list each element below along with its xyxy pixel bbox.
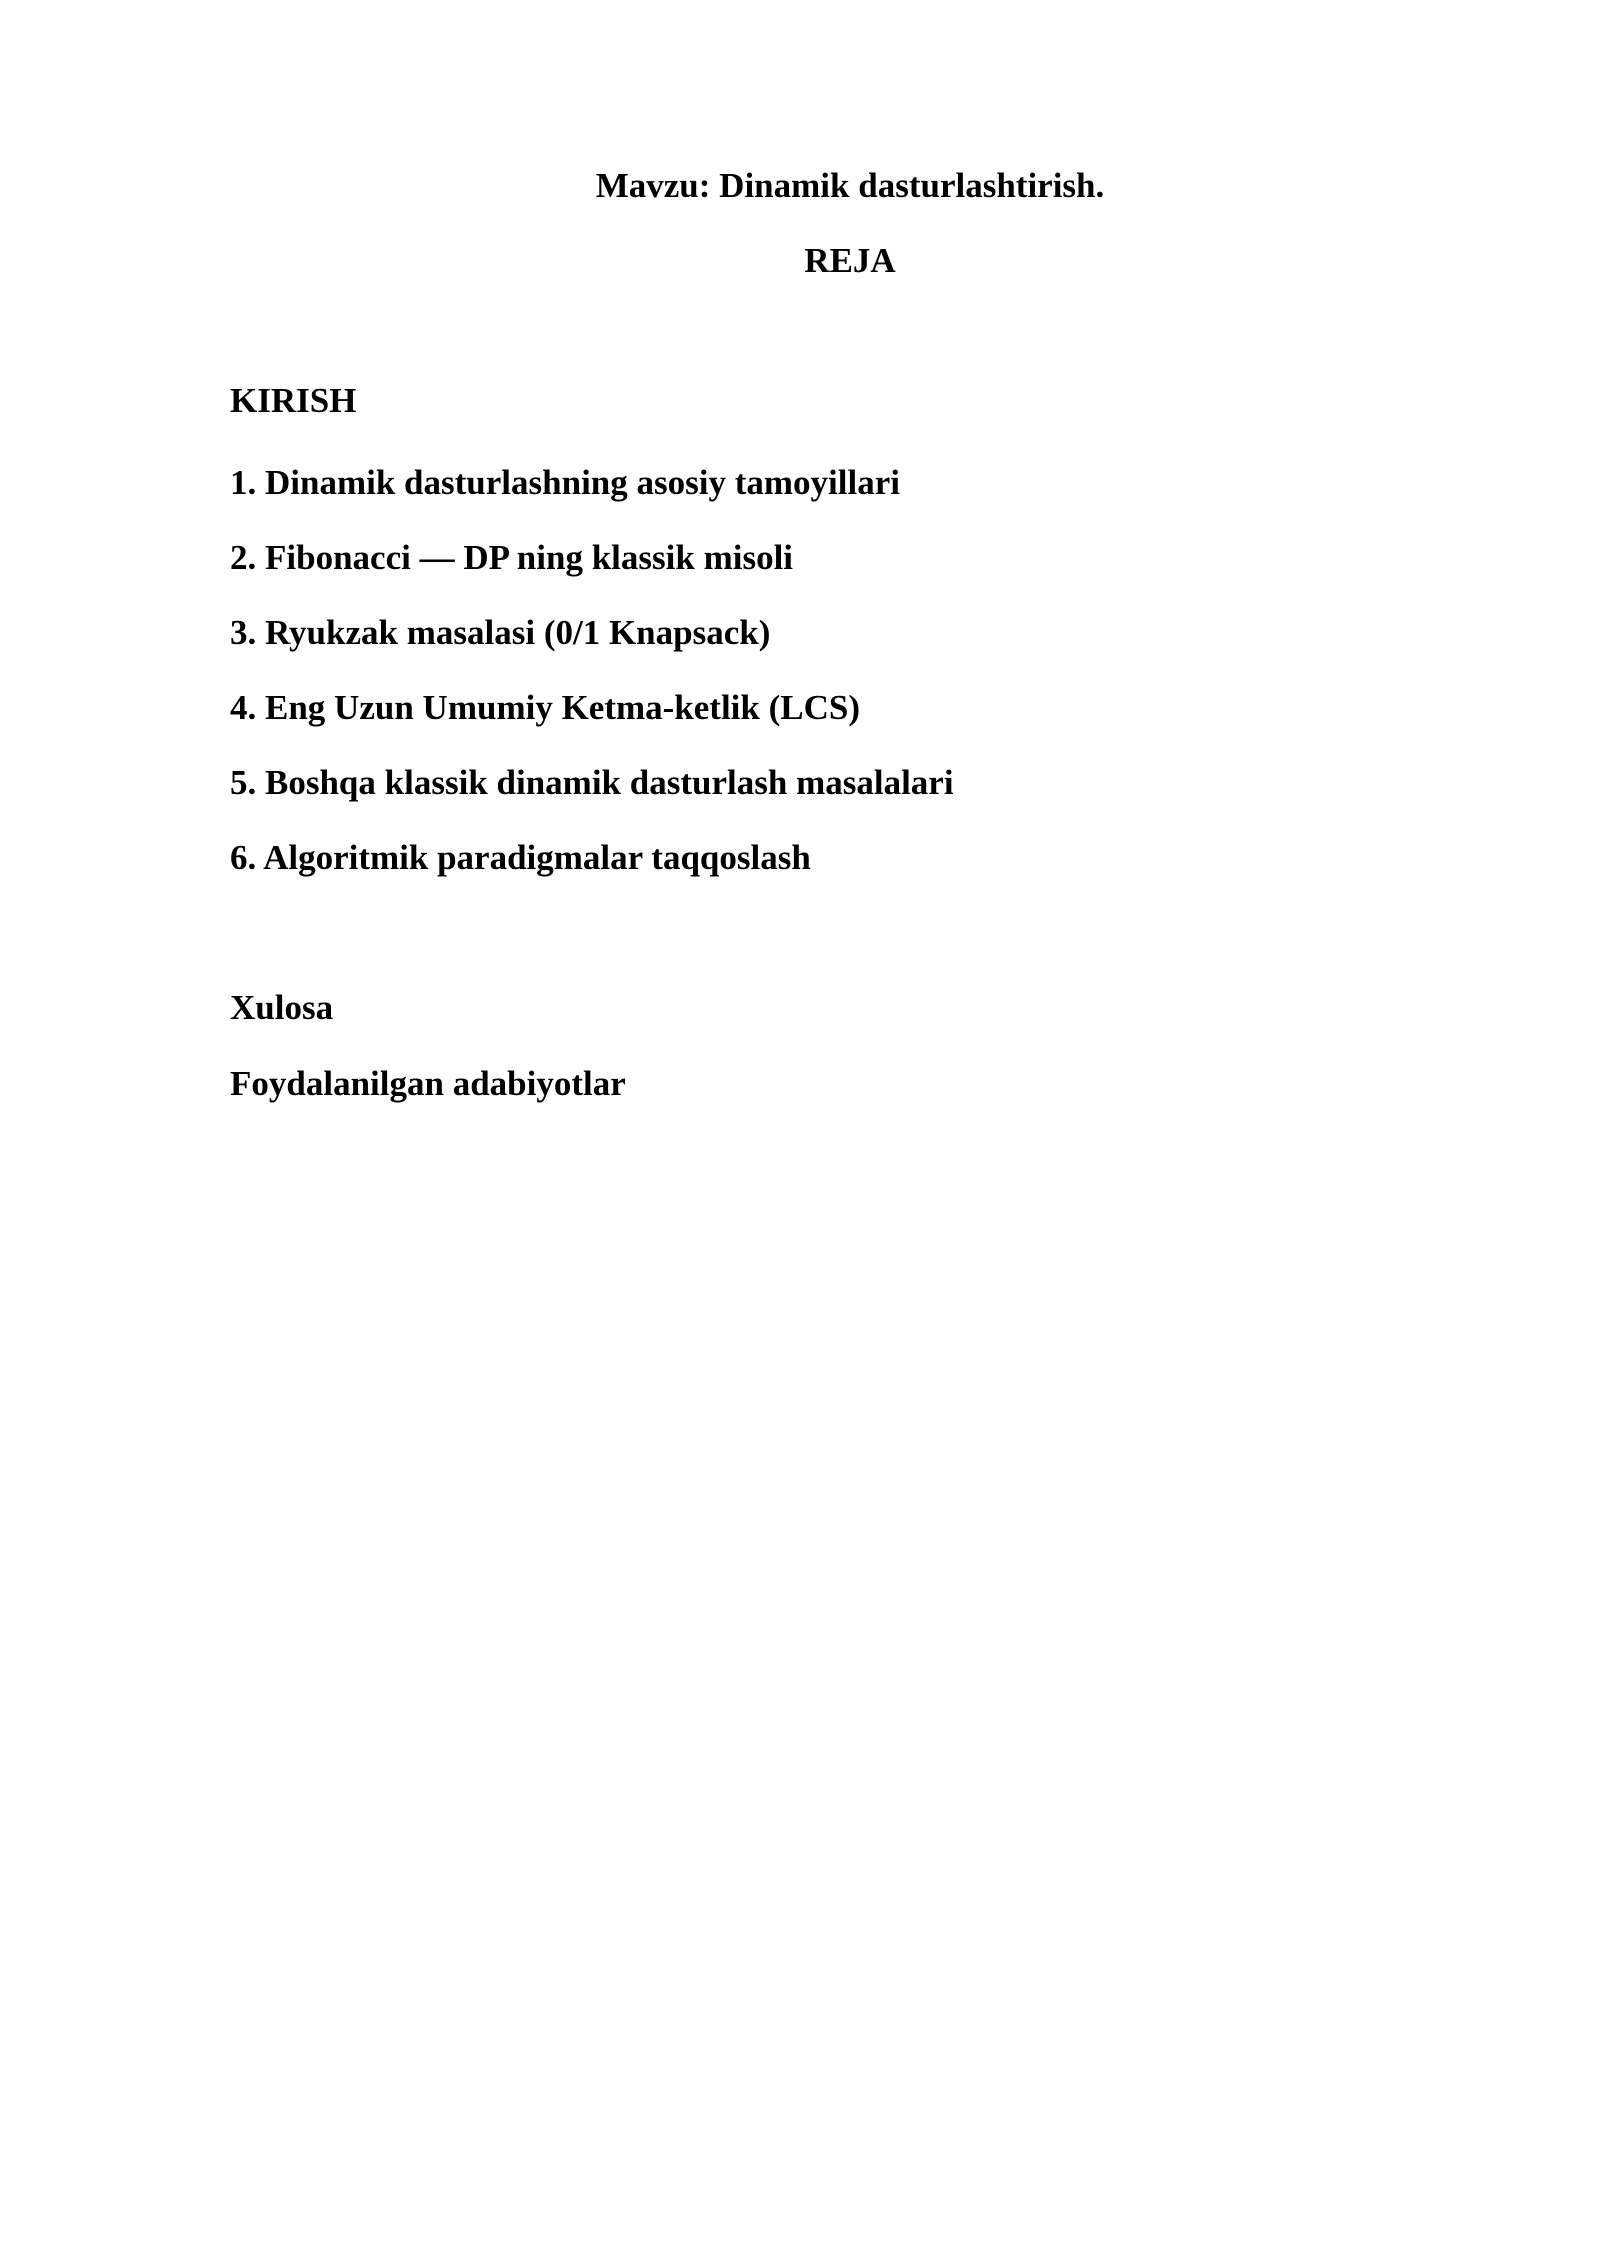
plan-item-1: 1. Dinamik dasturlashning asosiy tamoyillari — [230, 463, 900, 502]
plan-item-5: 5. Boshqa klassik dinamik dasturlash masalalari — [230, 763, 954, 802]
plan-heading: REJA — [804, 241, 896, 280]
plan-item-3: 3. Ryukzak masalasi (0/1 Knapsack) — [230, 613, 771, 652]
document-title: Mavzu: Dinamik dasturlashtirish. — [595, 166, 1105, 205]
conclusion-heading: Xulosa — [230, 988, 334, 1027]
plan-item-4: 4. Eng Uzun Umumiy Ketma-ketlik (LCS) — [230, 688, 861, 727]
intro-heading: KIRISH — [230, 381, 357, 420]
references-heading: Foydalanilgan adabiyotlar — [230, 1064, 626, 1103]
plan-item-6: 6. Algoritmik paradigmalar taqqoslash — [230, 838, 811, 877]
plan-item-2: 2. Fibonacci — DP ning klassik misoli — [230, 538, 794, 577]
